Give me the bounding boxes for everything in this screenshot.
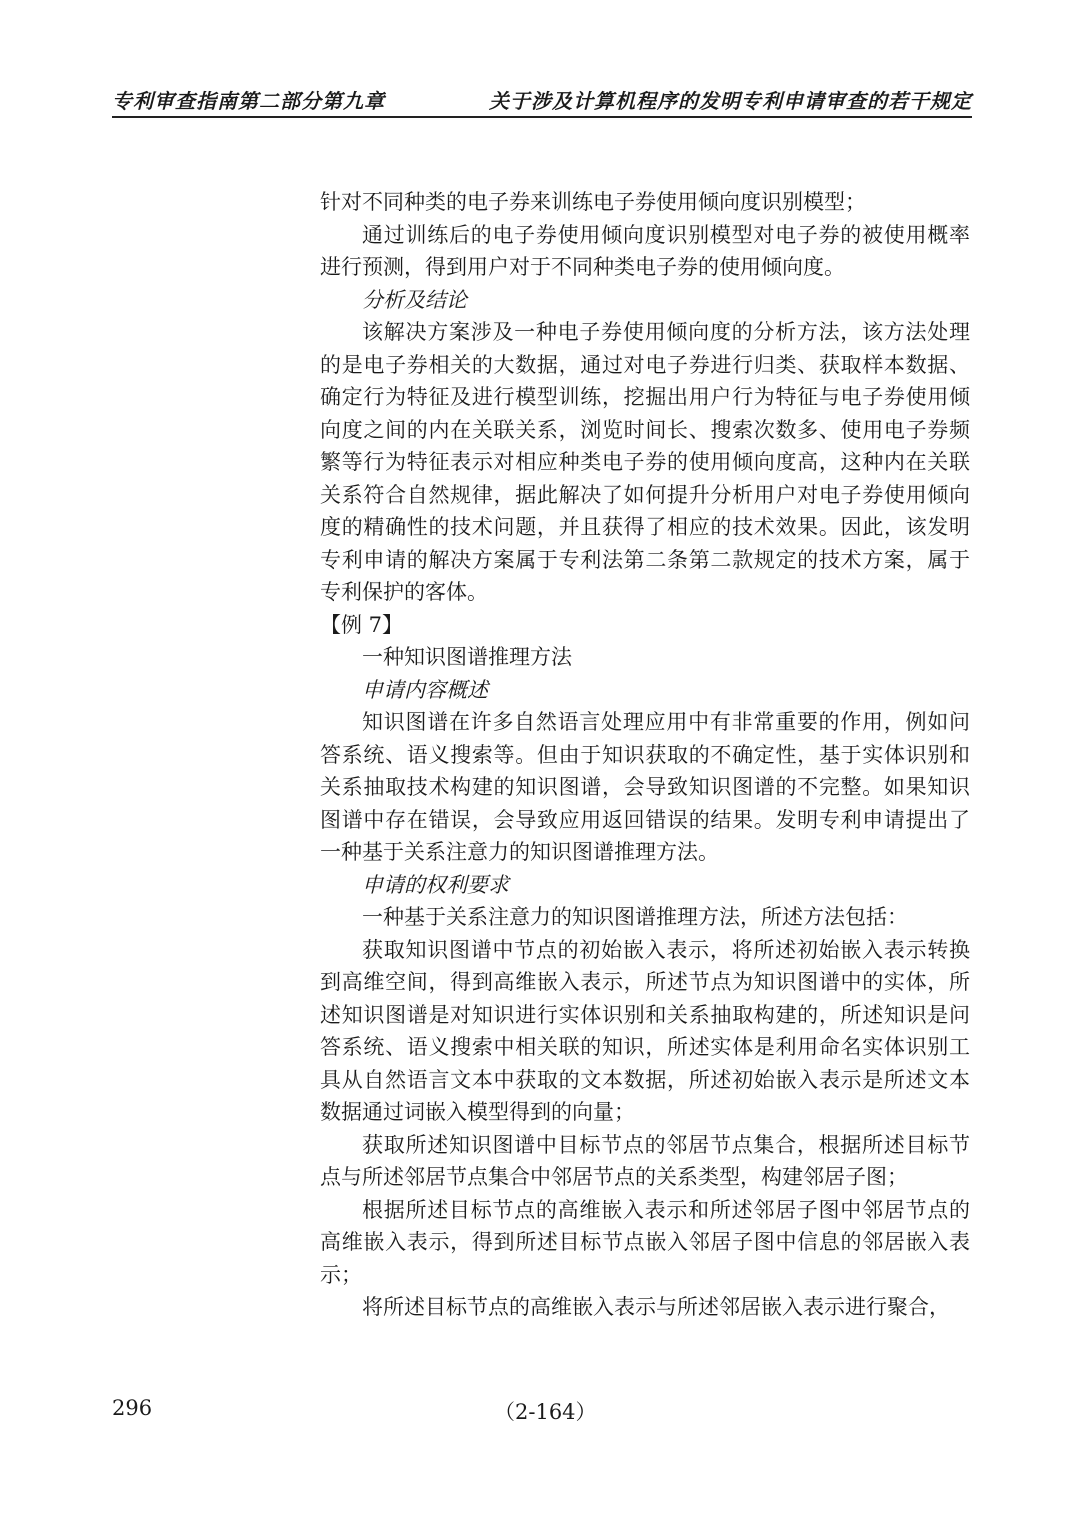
paragraph: 针对不同种类的电子券来训练电子券使用倾向度识别模型；: [320, 190, 866, 214]
page-number: 296: [112, 1396, 153, 1420]
section-page-number: （2-164）: [494, 1400, 597, 1424]
paragraph: 通过训练后的电子券使用倾向度识别模型对电子券的被使用概率进行预测，得到用户对于不同种类电子券的使用倾向度。: [320, 222, 970, 279]
example-label: 【例 7】: [320, 612, 404, 637]
paragraph: 知识图谱在许多自然语言处理应用中有非常重要的作用，例如问答系统、语义搜索等。但由于知识获取的不确定性，基于实体识别和关系抽取技术构建的知识图谱，会导致知识图谱的不完整。如果知识图谱中存在错误，会导致应用返回错误的结果。发明专利申请提出了一种基于关系注意力的知识图谱推理方法。: [320, 710, 970, 864]
paragraph: 获取所述知识图谱中目标节点的邻居节点集合，根据所述目标节点与所述邻居节点集合中邻居节点的关系类型，构建邻居子图；: [320, 1132, 970, 1189]
running-header: [112, 84, 972, 114]
header-rule: [112, 116, 972, 118]
paragraph: 一种基于关系注意力的知识图谱推理方法，所述方法包括：: [362, 905, 908, 929]
paragraph: 获取知识图谱中节点的初始嵌入表示，将所述初始嵌入表示转换到高维空间，得到高维嵌入表示，所述节点为知识图谱中的实体，所述知识图谱是对知识进行实体识别和关系抽取构建的，所述知识是问答系统、语义搜索中相关联的知识，所述实体是利用命名实体识别工具从自然语言文本中获取的文本数据，所述初始嵌入表示是所述文本数据通过词嵌入模型得到的向量；: [320, 937, 970, 1124]
section-heading: 分析及结论: [362, 287, 467, 312]
header-right-title: 关于涉及计算机程序的发明专利申请审查的若干规定: [489, 89, 972, 113]
example-title: 一种知识图谱推理方法: [362, 645, 572, 669]
body-text: [320, 186, 970, 1324]
paragraph: 根据所述目标节点的高维嵌入表示和所述邻居子图中邻居节点的高维嵌入表示，得到所述目标节点嵌入邻居子图中信息的邻居嵌入表示；: [320, 1197, 970, 1287]
paragraph: 将所述目标节点的高维嵌入表示与所述邻居嵌入表示进行聚合，: [362, 1295, 950, 1319]
section-heading: 申请的权利要求: [362, 872, 509, 897]
paragraph: 该解决方案涉及一种电子券使用倾向度的分析方法，该方法处理的是电子券相关的大数据，通过对电子券进行归类、获取样本数据、确定行为特征及进行模型训练，挖掘出用户行为特征与电子券使用倾向度之间的内在关联关系，浏览时间长、搜索次数多、使用电子券频繁等行为特征表示对相应种类电子券的使用倾向度高，这种内在关联关系符合自然规律，据此解决了如何提升分析用户对电子券使用倾向度的精确性的技术问题，并且获得了相应的技术效果。因此，该发明专利申请的解决方案属于专利法第二条第二款规定的技术方案，属于专利保护的客体。: [320, 320, 970, 604]
header-left-chapter: 专利审查指南第二部分第九章: [112, 89, 385, 113]
section-heading: 申请内容概述: [362, 677, 488, 702]
